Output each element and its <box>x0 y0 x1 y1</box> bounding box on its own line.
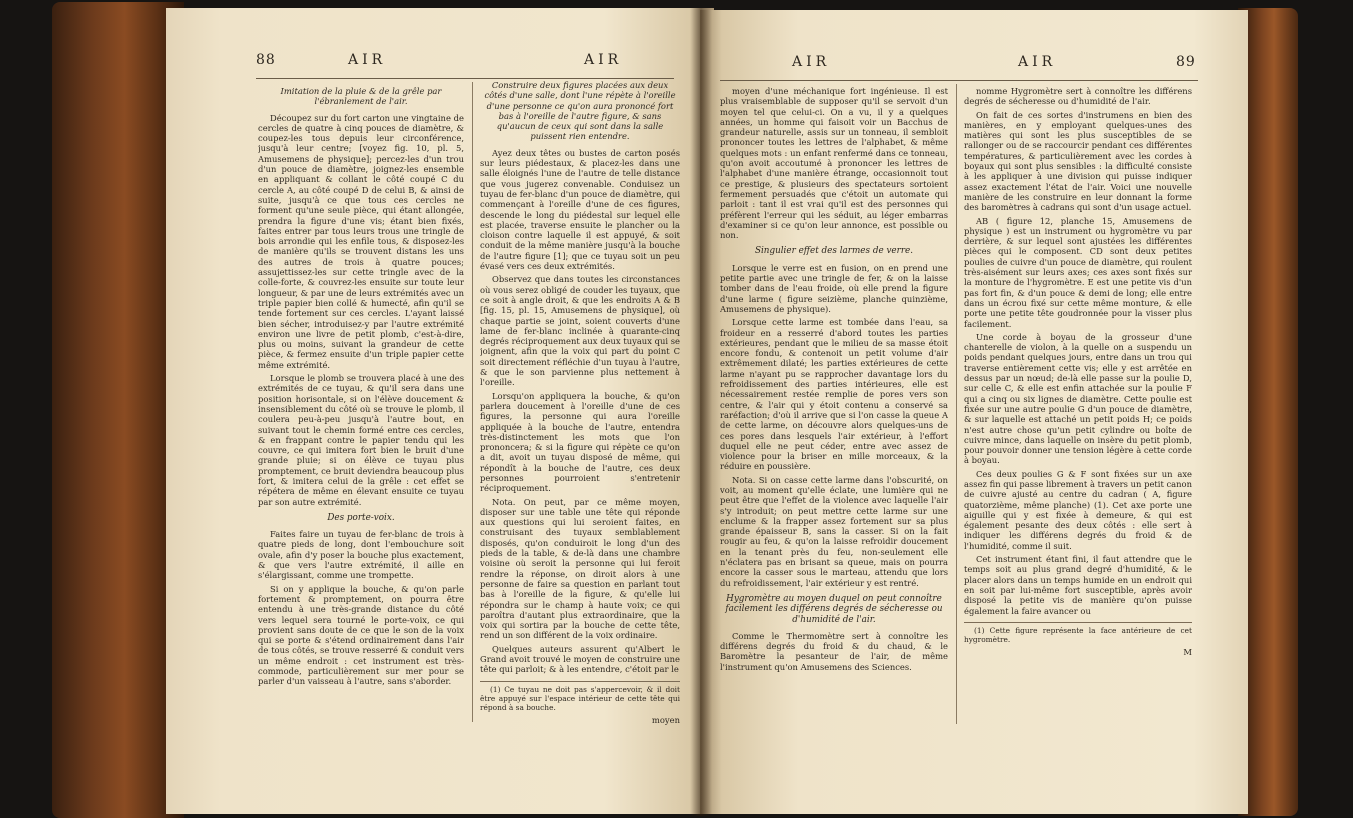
paragraph: Quelques auteurs assurent qu'Albert le Grand avoit trouvé le moyen de construire une tête qui parloit; & à les entendre, c'étoit par le <box>480 643 680 675</box>
paragraph: Nota. On peut, par ce même moyen, disposer sur une table une tête qui réponde aux questions qui lui seroient faites, en construisant des tuyaux semblablement disposés, qu'on conduiroit le long d'un des pieds de la table, & de-là dans une chambre voisine où seroit la personne qui lui feroit rendre la réponse, on diroit alors à une personne de faire sa question en parlant tout bas à l'oreille de la figure, & qu'elle lui répondra sur le champ à haute voix; ce qui paroîtra d'autant plus extraordinaire, que la voix qui sortira par la bouche de cette tête, rend un son différent de la voix ordinaire. <box>480 496 680 641</box>
left-column-2 <box>480 80 680 730</box>
paragraph: Ayez deux têtes ou bustes de carton posés sur leurs piédestaux, & placez-les dans une salle éloignés l'une de l'autre de telle distance que vous jugerez convenable. Conduisez un tuyau de fer-blanc d'un pouce de diamètre, qui commençant à l'oreille d'une de ces figures, descende le long du piédestal sur lequel elle est placée, traverse ensuite le plancher ou la cloison contre laquelle il est appuyé, & soit conduit de la même manière jusqu'à la bouche de l'autre figure [1]; que ce tuyau soit un peu évasé vers ces deux extrémités. <box>480 147 680 272</box>
paragraph: Lorsqu'on appliquera la bouche, & qu'on parlera doucement à l'oreille d'une de ces figures, la personne qui aura l'oreille appliquée à la bouche de l'autre, entendra très-distinctement les mots que l'on prononcera; & si la figure qui répète ce qu'on a dit, avoit un tuyau disposé de même, qui répondît à la bouche de l'autre, ces deux personnes pourroient s'entretenir réciproquement. <box>480 390 680 494</box>
paragraph: On fait de ces sortes d'instrumens en bien des manières, en y employant quelques-unes des matières qui sont les plus susceptibles de se rallonger ou de se raccourcir pendant ces différentes températures, & particulièrement avec les cordes à boyaux qui sont plus sensibles : la difficulté consiste à les appliquer à une division qui puisse indiquer assez exactement l'état de l'air. Voici une nouvelle manière de les construire en leur donnant la forme des baromètres à cadrans qui sont d'un usage actuel. <box>964 109 1192 213</box>
paragraph: Lorsque le verre est en fusion, on en prend une petite partie avec une tringle de fer, & on la laisse tomber dans de l'eau froide, où elle prend la figure d'une larme ( figure seizième, planche quinzième, Amusemens de physique). <box>720 262 948 314</box>
right-column-2 <box>964 86 1192 736</box>
paragraph: Si on y applique la bouche, & qu'on parle fortement & promptement, on pourra être entendu à une très-grande distance du côté vers lequel sera tourné le porte-voix, ce qui provient sans doute de ce que le son de la voix qui se porte & s'étend ordinairement dans l'air de tous côtés, se trouve resserré & conduit vers un même endroit : cet instrument est très-commode, particulièrement sur mer pour se parler d'un vaisseau à l'autre, sans s'aborder. <box>258 583 464 687</box>
section-heading: Construire deux figures placées aux deux côtés d'une salle, dont l'une répète à l'oreille d'une personne ce qu'on aura prononcé fort bas à l'oreille de l'autre figure, & sans qu'aucun de ceux qui sont dans la salle puissent rien entendre. <box>484 80 676 142</box>
paragraph: Comme le Thermomètre sert à connoître les différens degrés du froid & du chaud, & le Baromètre la pesanteur de l'air, de même l'instrument qu'on Amusemens des Sciences. <box>720 630 948 672</box>
head-rule <box>720 80 1198 81</box>
right-page <box>700 10 1248 814</box>
column-divider <box>956 84 957 724</box>
section-heading: Singulier effet des larmes de verre. <box>754 246 914 257</box>
page-number: 88 <box>256 52 276 68</box>
right-running-head <box>700 54 1248 78</box>
head-rule <box>256 78 674 79</box>
section-heading: Hygromètre au moyen duquel on peut connoître facilement les différens degrés de sécheresse ou d'humidité de l'air. <box>725 593 943 625</box>
section-heading: Imitation de la pluie & de la grêle par l'ébranlement de l'air. <box>280 86 442 107</box>
running-title: AIR <box>1018 54 1057 70</box>
paragraph: Ces deux poulies G & F sont fixées sur un axe assez fin qui passe librement à travers un petit canon de cuivre ajusté au centre du cadran ( A, figure quatorzième, même planche) (1). Cet axe porte une aiguille qui y est fixée à demeure, & qui est également pesante des deux côtés : elle sert à indiquer les différens degrés du froid & de l'humidité, comme il suit. <box>964 468 1192 551</box>
left-column-1 <box>258 86 464 722</box>
paragraph: moyen d'une méchanique fort ingénieuse. Il est plus vraisemblable de supposer qu'il se servoit d'un moyen tel que celui-ci. On a vu, il y a quelques années, un homme qui faisoit voir un Bacchus de grandeur naturelle, assis sur un tonneau, il sembloit prononcer toutes les lettres de l'alphabet, & même quelques mots : un enfant renfermé dans ce tonneau, qu'on avoit accoutumé à prononcer les lettres de l'alphabet d'une manière étrange, occasionnoit tout ce prestige, & plusieurs des spectateurs sortoient fermement persuadés que c'étoit un automate qui parloit : tant il est vrai qu'il est des personnes qui préfèrent l'erreur qui les séduit, au léger embarras d'examiner si ce qu'on leur annonce, est possible ou non. <box>720 86 948 241</box>
paragraph: Lorsque le plomb se trouvera placé à une des extrémités de ce tuyau, & qu'il sera dans une position horisontale, si on l'élève doucement & insensiblement du côté où se trouve le plomb, il coulera peu-à-peu jusqu'à l'autre bout, en suivant tout le chemin formé entre ces cercles, & en frappant contre le papier tendu qui les couvre, ce qui imitera fort bien le bruit d'une grande pluie; si on élève ce tuyau plus promptement, ce bruit deviendra beaucoup plus fort, & imitera celui de la grêle : cet effet se répétera de même en élevant ensuite ce tuyau par son autre extrémité. <box>258 373 464 507</box>
running-title: AIR <box>584 52 623 68</box>
paragraph: Lorsque cette larme est tombée dans l'eau, sa froideur en a resserré d'abord toutes les parties extérieures, pendant que le milieu de sa masse étoit encore fondu, & contenoit un petit volume d'air extrêmement dilaté; les parties extérieures de cette larme n'ayant pu se rapprocher davantage lors du refroidissement des parties intérieures, elle est nécessairement restée remplie de pores vers son centre, & l'air qui y étoit contenu a conservé sa raréfaction; d'où il arrive que si l'on casse la queue A de cette larme, on découvre alors quelques-uns de ces pores dans lesquels l'air extérieur, à l'effort duquel elle ne peut céder, entre avec assez de violence pour la briser en mille morceaux, & la réduire en poussière. <box>720 317 948 472</box>
page-number: 89 <box>1176 54 1196 70</box>
paragraph: Une corde à boyau de la grosseur d'une chanterelle de violon, à la quelle on a suspendu un poids pendant quelques jours, entre dans un trou qui traverse entièrement cette vis; elle y est arrêtée en dessus par un nœud; de-là elle passe sur la poulie D, sur celle C, & elle est enfin attachée sur la poulie F qui a cinq ou six lignes de diamètre. Cette poulie est fixée sur une autre poulie G d'un pouce de diamètre, & sur laquelle est attaché un petit poids H; ce poids n'est autre chose qu'un petit cylindre ou boîte de cuivre mince, dans laquelle on insère du petit plomb, pour pouvoir donner une tension légère à cette corde à boyau. <box>964 331 1192 466</box>
catchword: moyen <box>651 714 680 725</box>
section-heading: Des porte-voix. <box>327 512 395 523</box>
footnote: (1) Ce tuyau ne doit pas s'appercevoir, & il doit être appuyé sur l'espace intérieur de cette tête qui répond à sa bouche. <box>480 681 680 712</box>
catchword: M <box>1183 646 1192 657</box>
paragraph: Découpez sur du fort carton une vingtaine de cercles de quatre à cinq pouces de diamètre, & coupez-les tous depuis leur circonférence, jusqu'à leur centre; [voyez fig. 10, pl. 5, Amusemens de physique]; percez-les d'un trou d'un pouce de diamètre, joignez-les ensemble en appliquant & collant le côté coupé C du cercle A, au côté coupé D de celui B, & ainsi de suite, jusqu'à ce que tous ces cercles ne forment qu'une seule pièce, qui étant allongée, prendra la figure d'une vis; étant bien fixés, faites entrer par tous leurs trous une tringle de bois arrondie qui les enfile tous, & disposez-les de manière qu'ils se trouvent distans les uns des autres de trois à quatre pouces; assujettissez-les sur cette tringle avec de la colle-forte, & couvrez-les ensuite sur toute leur longueur, & par une de leurs extrémités avec un triple papier bien collé & humecté, afin qu'il se tende fortement sur ces cercles. L'ayant laissé bien sécher, introduisez-y par l'autre extrémité environ une livre de petit plomb, c'est-à-dire, plus ou moins, suivant la grandeur de cette pièce, & fermez ensuite d'un triple papier cette même extrémité. <box>258 112 464 370</box>
paragraph: AB ( figure 12, planche 15, Amusemens de physique ) est un instrument ou hygromètre vu par derrière, & sur lequel sont ajustées les différentes pièces qui le composent. CD sont deux petites poulies de cuivre d'un pouce de diamètre, qui roulent très-aisément sur leurs axes; ces axes sont fixés sur la monture de l'hygromètre. E est une petite vis d'un pas fort fin, & d'un pouce & demi de long; elle entre dans un écrou fixé sur cette même monture, & elle porte une petite tête goudronnée pour la visser plus facilement. <box>964 215 1192 329</box>
paragraph: Observez que dans toutes les circonstances où vous serez obligé de couder les tuyaux, que ce soit à angle droit, & que les endroits A & B [fig. 15, pl. 15, Amusemens de physique], où chaque partie se joint, soient couverts d'une lame de fer-blanc inclinée à quarante-cinq degrés réciproquement aux deux tuyaux qui se joignent, afin que la voix qui part du point C soit directement réfléchie d'un tuyau à l'autre, & que le son parvienne plus nettement à l'oreille. <box>480 274 680 388</box>
right-column-1 <box>720 86 948 736</box>
left-running-head <box>166 52 714 76</box>
paragraph: nomme Hygromètre sert à connoître les différens degrés de sécheresse ou d'humidité de l'air. <box>964 86 1192 107</box>
running-title: AIR <box>348 52 387 68</box>
paragraph: Cet instrument étant fini, il faut attendre que le temps soit au plus grand degré d'humidité, & le placer alors dans un temps humide en un endroit qui en soit par lui-même fort susceptible, après avoir disposé la petite vis de manière qu'on puisse également la faire avancer ou <box>964 554 1192 616</box>
paragraph: Faites faire un tuyau de fer-blanc de trois à quatre pieds de long, dont l'embouchure soit ovale, afin d'y poser la bouche plus exactement, & que vers l'autre extrémité, il aille en s'élargissant, comme une trompette. <box>258 529 464 581</box>
footnote: (1) Cette figure représente la face antérieure de cet hygromètre. <box>964 622 1192 644</box>
book-gutter <box>690 8 712 816</box>
paragraph: Nota. Si on casse cette larme dans l'obscurité, on voit, au moment qu'elle éclate, une lumière qui ne peut être que l'effet de la violence avec laquelle l'air s'y introduit; on peut mettre cette larme sur une enclume & la frapper assez fortement sur sa plus grande épaisseur B, sans la casser. Si on la fait rougir au feu, & qu'on la laisse refroidir doucement en la tenant près du feu, non-seulement elle n'éclatera pas en brisant sa queue, mais on pourra encore la casser sous le marteau, attendu que lors du refroidissement, l'air extérieur y est rentré. <box>720 474 948 588</box>
running-title: AIR <box>792 54 831 70</box>
book-cover-left <box>52 2 184 818</box>
column-divider <box>472 82 473 722</box>
left-page <box>166 8 714 814</box>
